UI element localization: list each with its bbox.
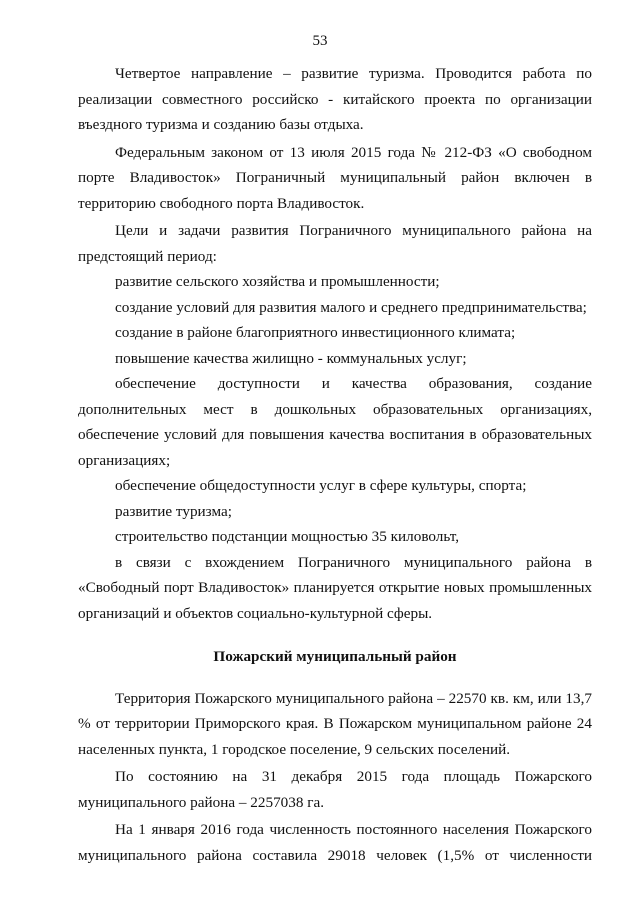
document-body xyxy=(78,61,592,868)
paragraph-territory: Территория Пожарского муниципального района – 22570 кв. км, или 13,7 % от территории Приморского края. В Пожарском муниципальном районе 24 населенных пункта, 1 городское поселение, 9 сельских поселений. xyxy=(78,689,592,758)
paragraph-area: По состоянию на 31 декабря 2015 года площадь Пожарского муниципального района – 2257038 га. xyxy=(78,768,592,811)
goal-item: создание условий для развития малого и среднего предпринимательства; xyxy=(115,298,587,316)
paragraph-goals-intro: Цели и задачи развития Пограничного муниципального района на предстоящий период: xyxy=(78,222,592,265)
goal-item: развитие сельского хозяйства и промышленности; xyxy=(115,273,440,290)
goal-item: в связи с вхождением Пограничного муниципального района в «Свободный порт Владивосток» планируется открытие новых промышленных организаций и объектов социально-культурной сферы. xyxy=(78,553,592,622)
goal-item: создание в районе благоприятного инвестиционного климата; xyxy=(115,324,516,341)
goal-item: повышение качества жилищно - коммунальных услуг; xyxy=(115,349,467,367)
goal-item: строительство подстанции мощностью 35 киловольт, xyxy=(115,528,460,545)
paragraph-federal-law: Федеральным законом от 13 июля 2015 года № 212-ФЗ «О свободном порте Владивосток» Пограничный муниципальный район включен в территорию свободного порта Владивосток. xyxy=(78,143,592,212)
section-heading: Пожарский муниципальный район xyxy=(213,648,457,665)
goal-item: развитие туризма; xyxy=(115,502,232,520)
goal-item: обеспечение доступности и качества образования, создание дополнительных мест в дошкольных образовательных организациях, обеспечение условий для повышения качества воспитания в образовательных организациях; xyxy=(78,375,592,469)
paragraph-population: На 1 января 2016 года численность постоянного населения Пожарского муниципального района составила 29018 человек (1,5% от численности xyxy=(78,821,592,864)
goal-item: обеспечение общедоступности услуг в сфере культуры, спорта; xyxy=(115,477,527,494)
paragraph-tourism-direction: Четвертое направление – развитие туризма. Проводится работа по реализации совместного российско - китайского проекта по организации въездного туризма и созданию базы отдыха. xyxy=(78,65,592,133)
page-number: 53 xyxy=(312,33,328,49)
